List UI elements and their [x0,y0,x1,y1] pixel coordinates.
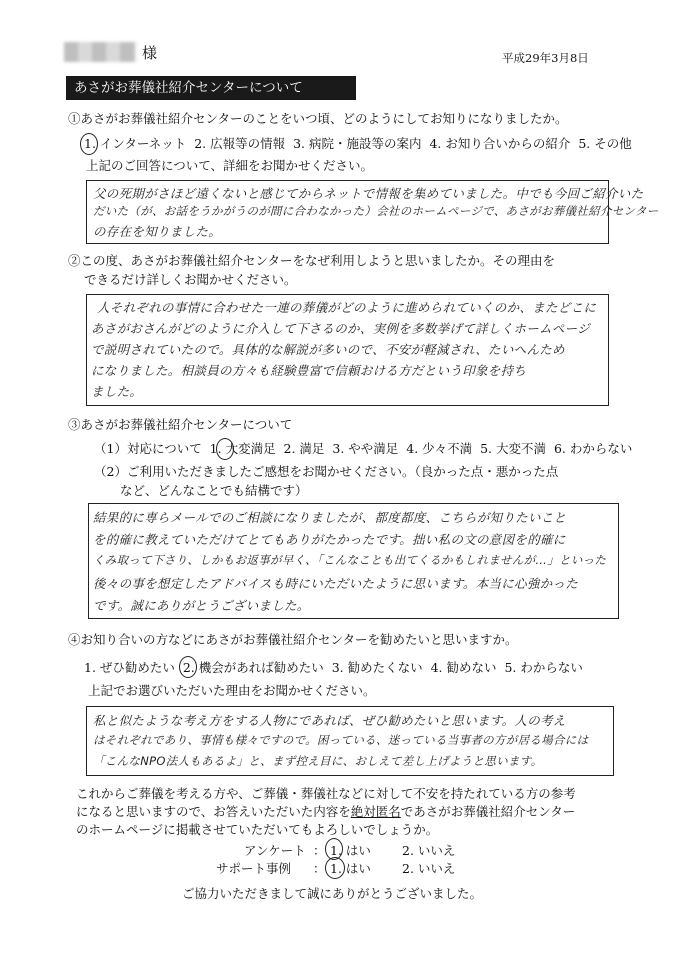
q3-sub2-line: （2）ご利用いただきましたご感想をお聞かせください。（良かった点・悪かった点 [94,464,559,479]
q4-followup: 上記でお選びいただいた理由をお聞かせください。 [88,683,376,698]
q4-answer-line: 私と似たような考え方をする人物にであれば、ぜひ勧めたいと思います。人の考え [93,713,566,728]
q1-answer-box [86,180,659,244]
q3-answer-box [88,503,619,619]
consent-line-2-after: であさがお葬儀社紹介センター [400,804,576,819]
consent-row-survey-yes[interactable]: 1. はい [330,843,371,858]
q3-selection-circle [216,438,234,460]
q4-option-4[interactable]: 4. 勧めない [430,660,497,675]
recipient-name-redacted [64,42,136,62]
q4-option-2[interactable]: 2. 機会があれば勧めたい [182,660,324,675]
honorific: 様 [142,44,158,62]
q1-options [84,136,632,152]
q2-answer-line: ました。 [91,384,143,399]
q1-option-3[interactable]: 3. 病院・施設等の案内 [293,136,422,151]
q3-question: ③あさがお葬儀社紹介センターについて [68,417,293,432]
consent-row-case-sep: ： [313,861,326,876]
consent-row-case-yes[interactable]: 1. はい [330,861,371,876]
consent-line-3: のホームページに掲載させていただいてもよろしいでしょうか。 [76,822,439,837]
consent-line-1: これからご葬儀を考える方や、ご葬儀・葬儀社などに対して不安を持たれている方の参考 [76,786,576,801]
consent-row-case-label: サポート事例 [216,861,292,876]
q3-answer-line: くみ取って下さり、しかもお返事が早く、「こんなことも出てくるかもしれませんが…」といった [93,553,607,567]
q2-question-line: ②この度、あさがお葬儀社紹介センターをなぜ利用しようと思いましたか。その理由を [68,253,556,268]
q4-answer-line: 「こんなNPO法人もあるよ」と、まず控え目に、おしえて差し上げようと思います。 [93,754,543,768]
consent-line-2 [76,804,575,820]
consent-row-case-no[interactable]: 2. いいえ [402,861,456,876]
q4-options [84,660,583,676]
q3-answer-line: です。誠にありがとうございました。 [93,598,310,613]
q2-answer-line: になりました。相談員の方々も経験豊富で信頼おける方だという印象を持ち [91,363,527,378]
q3-sub1-option-3[interactable]: 3. やや満足 [332,441,399,456]
q4-option-5[interactable]: 5. わからない [504,660,583,675]
q3-sub2-line: など、どんなことでも結構です） [120,483,308,498]
q1-option-5[interactable]: 5. その他 [578,136,632,151]
q3-sub1-option-6[interactable]: 6. わからない [553,441,633,456]
consent-row-survey-label: アンケート [244,843,306,858]
q2-answer-box [86,294,609,406]
q3-sub1-option-1[interactable]: 1. 大変満足 [209,441,276,456]
q1-followup: 上記のご回答について、詳細をお聞かせください。 [86,158,374,173]
q4-option-3[interactable]: 3. 勧めたくない [331,660,423,675]
q3-sub1-option-2[interactable]: 2. 満足 [283,441,325,456]
consent-line-2-text: になると思いますので、お答えいただいた内容を [76,804,351,819]
consent-case-circle [325,857,345,879]
section-header: あさがお葬儀社紹介センターについて [66,76,356,100]
consent-emphasis: 絶対匿名 [350,804,401,819]
q3-sub1-label: （1）対応について [94,441,202,456]
closing-message: ご協力いただきまして誠にありがとうございました。 [182,886,483,901]
q3-answer-line: 後々の事を想定したアドバイスも時にいただいたように思います。本当に心強かった [93,576,579,591]
q1-option-1[interactable]: 1. インターネット [84,136,187,151]
q3-sub1-option-4[interactable]: 4. 少々不満 [406,441,473,456]
q1-selection-circle [80,133,98,155]
q1-option-2[interactable]: 2. 広報等の情報 [194,136,286,151]
q1-answer-line: だいた（が、お話をうかがうのが間に合わなかった）会社のホームページで、あさがお葬儀社紹介センター [93,204,659,218]
q2-answer-line: で説明されていたので。具体的な解説が多いので、不安が軽減され、たいへんため [91,342,565,357]
q3-answer-line: を的確に教えていただけてとてもありがたかったです。拙い私の文の意図を的確に [93,532,566,547]
q1-answer-line: の存在を知りました。 [93,224,222,239]
q4-answer-line: はそれぞれであり、事情も様々ですので。困っている、迷っている当事者の方が居る場合には [93,733,589,747]
q3-sub1 [94,441,632,457]
q4-selection-circle [179,656,197,678]
q4-question: ④お知り合いの方などにあさがお葬儀社紹介センターを勧めたいと思いますか。 [68,632,518,647]
q4-answer-box [86,706,614,776]
q2-answer-line: 人それぞれの事情に合わせた一連の葬儀がどのように進められていくのか、またどこに [97,300,597,315]
q2-answer-line: あさがおさんがどのように介入して下さるのか、実例を多数挙げて詳しくホームページ [91,321,590,336]
consent-row-survey-no[interactable]: 2. いいえ [402,843,456,858]
q1-question: ①あさがお葬儀社紹介センターのことをいつ頃、どのようにしてお知りになりましたか。 [68,111,568,126]
q3-answer-line: 結果的に専らメールでのご相談になりましたが、都度都度、こちらが知りたいこと [93,510,567,525]
q1-answer-line: 父の死期がさほど遠くないと感じてからネットで情報を集めていました。中でも今回ご紹介いた [93,186,644,201]
q2-question-line: できるだけ詳しくお聞かせください。 [84,272,297,287]
consent-row-survey-sep: ： [313,843,326,858]
q4-option-1[interactable]: 1. ぜひ勧めたい [84,660,175,675]
document-date: 平成29年3月8日 [502,51,589,65]
q3-sub1-option-5[interactable]: 5. 大変不満 [480,441,547,456]
q1-option-4[interactable]: 4. お知り合いからの紹介 [429,136,571,151]
